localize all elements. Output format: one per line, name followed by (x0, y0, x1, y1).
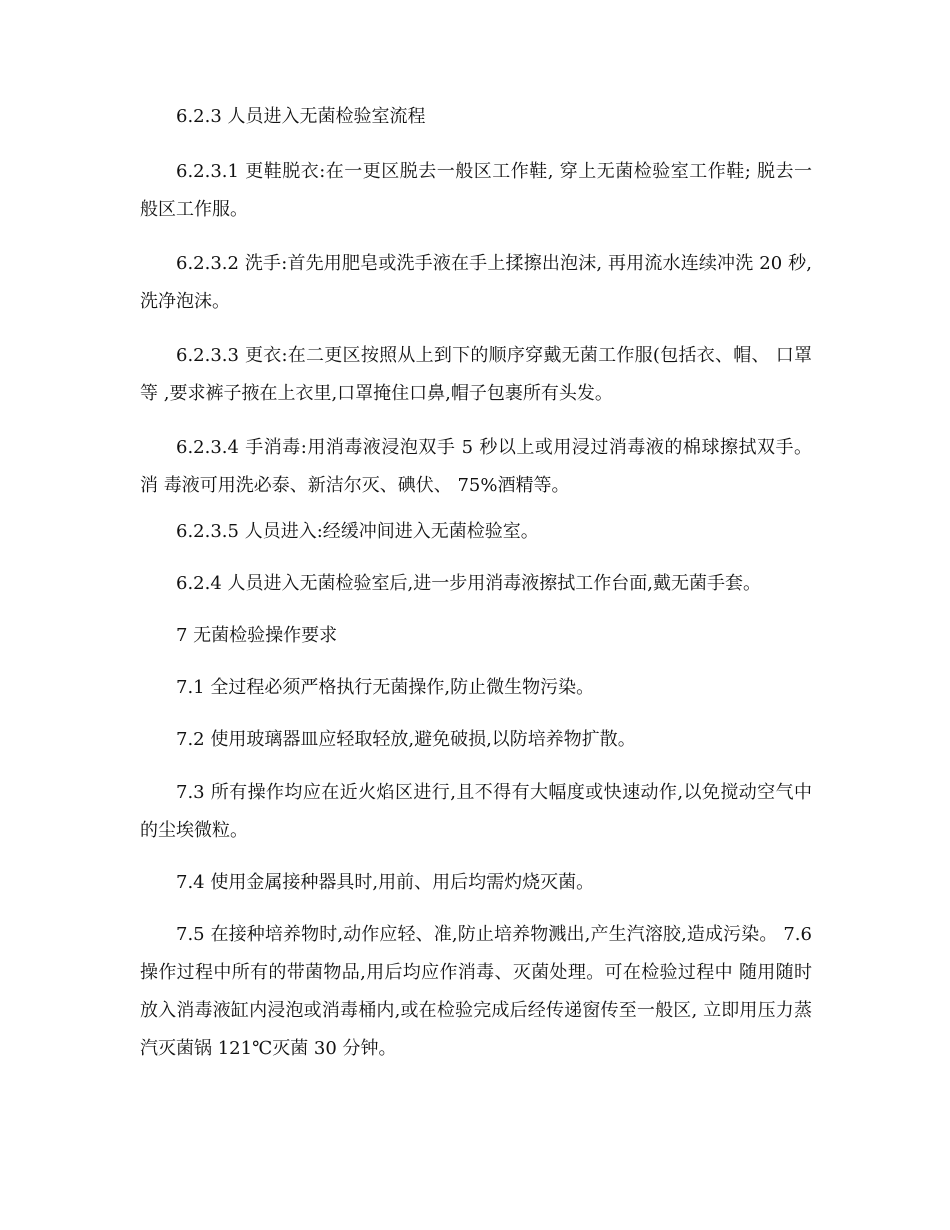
paragraph-6-2-3-3: 6.2.3.3 更衣:在二更区按照从上到下的顺序穿戴无菌工作服(包括衣、帽、 口罩等 ,要求裤子掖在上衣里,口罩掩住口鼻,帽子包裹所有头发。 (140, 345, 812, 404)
section-heading-7: 7 无菌检验操作要求 (176, 625, 338, 646)
paragraph-6-2-3-4: 6.2.3.4 手消毒:用消毒液浸泡双手 5 秒以上或用浸过消毒液的棉球擦拭双手。消 毒液可用洗必泰、新洁尔灭、碘伏、 75%酒精等。 (140, 437, 812, 496)
paragraph-7-5-7-6: 7.5 在接种培养物时,动作应轻、准,防止培养物溅出,产生汽溶胶,造成污染。 7.6 操作过程中所有的带菌物品,用后均应作消毒、灭菌处理。可在检验过程中 随用随时放入消毒液缸内浸泡或消毒桶内,或在检验完成后经传递窗传至一般区, 立即用压力蒸汽灭菌锅 121℃灭菌 30 分钟。 (140, 924, 812, 1059)
paragraph-7-1: 7.1 全过程必须严格执行无菌操作,防止微生物污染。 (176, 677, 595, 698)
paragraph-6-2-4: 6.2.4 人员进入无菌检验室后,进一步用消毒液擦拭工作台面,戴无菌手套。 (176, 573, 761, 594)
section-heading-6-2-3: 6.2.3 人员进入无菌检验室流程 (176, 106, 426, 127)
paragraph-7-4: 7.4 使用金属接种器具时,用前、用后均需灼烧灭菌。 (176, 872, 595, 893)
paragraph-6-2-3-2: 6.2.3.2 洗手:首先用肥皂或洗手液在手上揉擦出泡沫, 再用流水连续冲洗 20 秒, 洗净泡沫。 (140, 253, 812, 312)
paragraph-7-2: 7.2 使用玻璃器皿应轻取轻放,避免破损,以防培养物扩散。 (176, 729, 636, 750)
paragraph-7-3: 7.3 所有操作均应在近火焰区进行,且不得有大幅度或快速动作,以免搅动空气中的尘埃微粒。 (140, 782, 812, 841)
paragraph-6-2-3-1: 6.2.3.1 更鞋脱衣:在一更区脱去一般区工作鞋, 穿上无菌检验室工作鞋; 脱去一般区工作服。 (140, 161, 812, 220)
paragraph-6-2-3-5: 6.2.3.5 人员进入:经缓冲间进入无菌检验室。 (176, 521, 539, 542)
